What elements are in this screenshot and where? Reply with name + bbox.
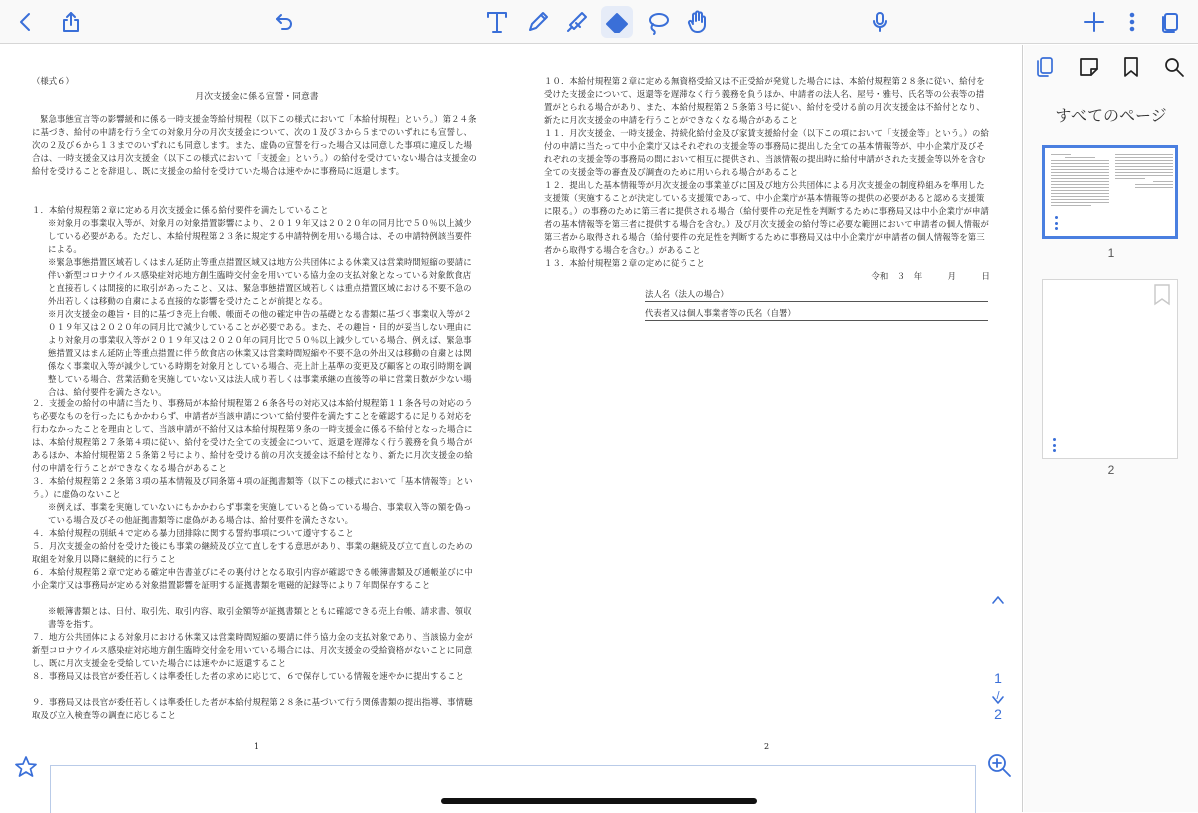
highlighter-icon [563,8,591,36]
top-toolbar [0,0,1198,44]
clause-item: ７．地方公共団体による対象月における休業又は営業時間短縮の要請に伴う協力金の支払対象であり、当該協力金が新型コロナウイルス感染症対応地方創生臨時交付金を用いている場合には、月次支援金の受給資格がないことに同意し、既に月次支援金を受給していた場合には速やかに返還すること [32,632,473,668]
lasso-icon [644,8,672,36]
microphone-button[interactable] [864,6,896,38]
clause-note: ※対象月の事業収入等が、対象月の対象措置影響により、２０１９年又は２０２０年の同月比で５０％以上減少している必要がある。ただし、本給付規程第２３条に規定する申請特例を用いる場合は、その申請特例該当要件による。 [48,218,472,254]
document-page-1 [32,45,482,765]
share-button[interactable] [55,6,87,38]
current-page: 1 [994,670,1002,686]
clause-item: ６．本給付規程第２章で定める確定申告書並びにその裏付けとなる取引内容が確認できる帳簿書類及び通帳並びに中小企業庁又は事務局が定める対象措置影響を証明する証拠書類を電磁的記録等により７年間保存すること [32,567,473,590]
page-overview-button[interactable] [1154,6,1186,38]
thumbnail-content [1115,154,1173,190]
page-edge [50,765,976,813]
page-thumbnail-2[interactable] [1042,279,1178,459]
document-page-2 [544,45,994,765]
pen-icon [524,8,552,36]
page-sidebar [1024,45,1198,812]
text-tool-button[interactable] [481,6,513,38]
clause-note: ※月次支援金の趣旨・目的に基づき売上台帳、帳面その他の確定申告の基礎となる書類に基づく事業収入等が２０１９年又は２０２０年の同月比で減少していることが必要である。また、その趣旨・目的が妥当しない理由により対象月の事業収入等が２０１９年又は２０２０年の同月比で５０％以上減少している場合、例えば、緊急事態措置又はまん延防止等重点措置に伴う飲食店の休業又は営業時間短縮や不要不急の外出又は移動の自粛とは関係なく事業収入等が減少している時期を対象月としている場合、売上計上基準の変更及び顧客との取引時期を調整している場合、営業活動を実施していない又は法人成り若しくは事業承継の直後等の単に営業日数が少ない場合は、給付要件を満たさない。 [48,309,472,397]
date-line: 令和 ３ 年 月 日 [871,271,990,281]
notes-tab-icon [1077,55,1101,79]
pages-tab[interactable] [1031,53,1059,81]
bookmark-icon [1153,284,1171,306]
clause-item: ５．月次支援金の給付を受けた後にも事業の継続及び立て直しをする意思があり、事業の継続及び立て直しのための取組を対象月以降に継続的に行うこと [32,541,473,564]
clause-item: ９．事務局又は長官が委任若しくは準委任した者が本給付規程第２８条に基づいて行う関係書類の提出指導、事情聴取及び立入検査等の調査に応じること [32,697,473,720]
intro-paragraph: 緊急事態宣言等の影響緩和に係る一時支援金等給付規程（以下この様式において「本給付規程」という。）第２４条に基づき、給付の申請を行う全ての対象月分の月次支援金について、次の１及び３から５までのいずれにも宣誓し、次の２及び６から１３までのいずれにも同意します。また、虚偽の宣誓を行った場合又は同意した事項に違反した場合は、一時支援金又は月次支援金（以下この様式において「支援金」という。）の給付を受けていない場合は支援金の給付を受けることを辞退し、既に支援金の給付を受けていた場合は速やかに事務局に返還します。 [32,114,477,176]
zoom-in-button[interactable] [985,751,1013,779]
clause-item: １３．本給付規程第２章の定めに従うこと [544,258,706,268]
add-icon [1082,10,1106,34]
lasso-tool-button[interactable] [642,6,674,38]
chevron-up-icon [990,592,1006,608]
hand-tool-button[interactable] [682,6,714,38]
back-button[interactable] [10,6,42,38]
pen-tool-button[interactable] [522,6,554,38]
pages-tab-icon [1033,55,1057,79]
bookmark-tab-icon [1119,55,1143,79]
undo-button[interactable] [268,6,300,38]
favorite-star-icon [12,753,40,781]
page-number: 1 [254,742,260,751]
pages-icon [1158,10,1182,34]
clause-item: ４．本給付規程の別紙４で定める暴力団排除に関する誓約事項について遵守すること [32,528,354,538]
search-tab-icon [1162,55,1186,79]
thumbnail-menu-button[interactable] [1049,438,1059,452]
more-button[interactable] [1116,6,1148,38]
add-page-button[interactable] [1078,6,1110,38]
share-icon [59,10,83,34]
clause-item: ８．事務局又は長官が委任若しくは準委任した者の求めに応じて、６で保存している情報を速やかに提出すること [32,671,465,681]
page-separator: / [996,690,1000,702]
clause-item: １２．提出した基本情報等が月次支援金の事業並びに国及び地方公共団体による月次支援金の制度枠組みを準用した支援策（実施することが決定している支援策であって、中小企業庁が基本情報等の提供の必要があると認める支援策に限る。）の事務のために第三者に提供される場合（給付要件の充足性を判断するために事務局又は中小企業庁が申請者の基本情報等を第三者に提供する場合を含む。）及び月次支援金の給付等に必要な範囲において申請者の個人情報が第三者から取得される場合（給付要件の充足性を判断するために事務局又は中小企業庁が申請者の個人情報等を第三者から取得する場合を含む。）があること [544,180,989,255]
total-pages: 2 [994,706,1002,722]
clause-item: １０．本給付規程第２章に定める無資格受給又は不正受給が発覚した場合には、本給付規程第２８条に従い、給付を受けた支援金について、返還等を遅滞なく行う義務を負うほか、申請者の法人名、屋号・雅号、氏名等の公表等の措置がとられる場合があり、また、本給付規程第２５条第３号に従い、給付を受ける前の月次支援金は不給付となり、新たに月次支援金の申請を行うことができなくなる場合があること [544,76,985,125]
clause-item: ２．支援金の給付の申請に当たり、事務局が本給付規程第２６条各号の対応又は本給付規程第１１条各号の対応のうち必要なものを行ったにもかかわらず、申請者が当該申請について給付要件を満たすことを確認するに足りる対応を行わなかったことを理由として、当該申請が不給付又は本給付規程第９条の一時支援金に係る不給付となった場合には、本給付規程第２７条第４項に従い、給付を受けた全ての支援金について、返還を遅滞なく行う義務を負う場合があるほか、本給付規程第２５条第２号により、給付を受ける前の月次支援金は不給付となり、新たに月次支援金の給付の申請を行うことができなくなる場合があること [32,398,473,473]
clause-note: ※帳簿書類とは、日付、取引先、取引内容、取引金額等が証拠書類とともに確認できる売上台帳、請求書、領収書等を指す。 [48,606,472,629]
more-icon [1120,10,1144,34]
previous-page-button[interactable] [986,588,1010,612]
clause-item: ３．本給付規程第２２条第３項の基本情報及び同条第４項の証拠書類等（以下この様式において「基本情報等」という。）に虚偽のないこと [32,476,473,499]
page-thumbnail-1[interactable] [1042,145,1178,239]
clause-item: １．本給付規程第２章に定める月次支援金に係る給付要件を満たしていること [32,205,329,215]
page-number: 2 [764,742,770,751]
notes-tab[interactable] [1075,53,1103,81]
thumbnail-content [1051,154,1109,208]
thumbnail-label: 2 [1107,463,1115,477]
hand-icon [684,8,712,36]
back-icon [14,10,38,34]
representative-name-field: 代表者又は個人事業者等の氏名（自署） [645,307,988,321]
bookmarks-tab[interactable] [1117,53,1145,81]
clause-note: ※例えば、事業を実施していないにもかかわらず事業を実施していると偽っている場合、事業収入等の額を偽っている場合及びその他証拠書類等に虚偽がある場合は、給付要件を満たさない。 [48,502,472,525]
home-indicator [441,798,757,804]
text-tool-icon [483,8,511,36]
document-canvas[interactable] [0,45,1023,812]
microphone-icon [868,10,892,34]
clause-item: １１．月次支援金、一時支援金、持続化給付金及び家賃支援給付金（以下この項において「支援金等」という。）の給付の申請に当たって中小企業庁又はそれぞれの支援金等の事務局に提出した全ての基本情報等が、中小企業庁及びそれぞれの支援金等の事務局の間において相互に提供され、当該情報の提出時に給付申請がされた支援金等以外を含む全ての支援金等の審査及び調査のために用いられる場合があること [544,128,989,177]
form-number: （様式６） [32,76,74,86]
thumbnail-menu-button[interactable] [1051,216,1061,230]
next-page-button[interactable] [986,688,1010,712]
search-tab[interactable] [1160,53,1188,81]
corporate-name-field: 法人名（法人の場合） [645,288,988,302]
sidebar-heading: すべてのページ [1055,108,1167,125]
clause-note: ※緊急事態措置区域若しくはまん延防止等重点措置区域又は地方公共団体による休業又は営業時間短縮の要請に伴い新型コロナウイルス感染症対応地方創生臨時交付金を用いている協力金の支払対象となっている対象飲食店と直接若しくは間接的に取引があったこと、又は、緊急事態措置区域若しくは重点措置区域における不要不急の外出若しくは移動の自粛による直接的な影響を受けたことが前提となる。 [48,257,472,306]
highlighter-tool-button[interactable] [561,6,593,38]
eraser-icon [603,8,631,36]
document-title: 月次支援金に係る宣誓・同意書 [195,92,319,102]
undo-icon [272,10,296,34]
favorite-button[interactable] [12,753,40,781]
chevron-down-icon [990,692,1006,708]
eraser-tool-button[interactable] [601,6,633,38]
zoom-in-icon [985,751,1013,779]
thumbnail-label: 1 [1107,246,1115,260]
